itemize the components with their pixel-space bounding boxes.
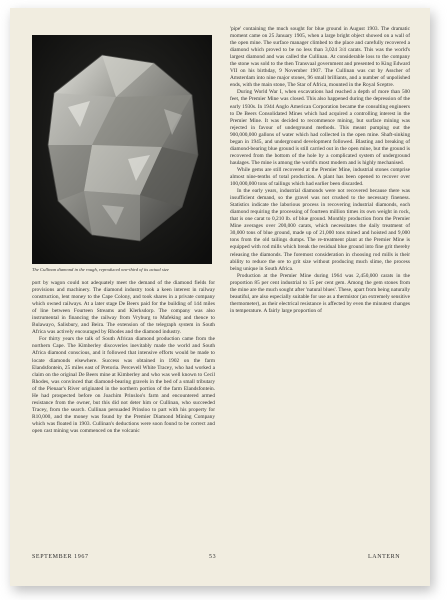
page-number: 53 <box>209 554 217 560</box>
paragraph: port by wagon could not adequately meet the demand of the diamond fields for provisions and machinery. The diamond industry took a keen interest in railway construction, lent money to the Cape Colony, and took shares in a private company which owned railways. At a later stage De Beers paid for the building of 144 miles of line between Fourteen Streams and Klerksdorp. The company was also instrumental in financing the railway from Vryburg to Mafeking and thence to Bulawayo, Salisbury, and Beira. The extension of the telegraph system in South Africa was actively encouraged by Rhodes and the diamond industry. <box>32 280 215 336</box>
paragraph: Production at the Premier Mine during 1964 was 2,450,000 carats in the proportion 85 per cent industrial to 15 per cent gem. Among the gem stones from the mine are the much sought after 'natural blues'. These, apart from being naturally beautiful, are also especially suitable for use as a thermistor (an extremely sensitive thermometer), as their electrical resistance is affected by even the minutest changes in temperature. A fairly large proportion of <box>230 272 410 314</box>
right-column <box>230 26 410 546</box>
magazine-page <box>10 8 430 586</box>
paragraph: 'pipe' containing the much sought for blue ground in August 1903. The dramatic moment came on 25 January 1905, when a large bright object showed on a wall of the open mine. The surface manager climbed to the place and carefully recovered a diamond which proved to be no less than 3,024 3/4 carats. This was the world's largest diamond and was called the Cullinan. At considerable loss to the company the stone was sold to the then Transvaal government and presented to King Edward VII on his birthday, 9 November 1907. The Cullinan was cut by Asscher of Amsterdam into nine major stones, 96 small brilliants, and a number of unpolished ends, with the main stone, The Star of Africa, mounted in the Royal Sceptre. <box>230 26 410 89</box>
paragraph: While gems are still recovered at the Premier Mine, industrial stones comprise almost nine-tenths of total production. A plant has been opened to recover over 100,000,000 tons of tailings which had earlier been discarded. <box>230 166 410 188</box>
paragraph: During World War I, when excavations had reached a depth of more than 500 feet, the Premier Mine was closed. This also happened during the depression of the early 1930s. In 1944 Anglo American Corporation became the consulting engineers to De Beers Consolidated Mines which had acquired a controlling interest in the Premier Mine. It was decided to recommence mining, but surface mining was rejected in favour of underground methods. This meant pumping out the 900,000,000 gallons of water which had collected in the open mine. Shaft-sinking began in 1945, and underground development followed. Blasting and breaking of diamond-bearing blue ground is still carried out in the open mine, but the ground is recovered from the bottom of the hole by a complicated system of underground haulages. The mine is among the world's most modern and is highly mechanised. <box>230 89 410 166</box>
photo-caption: The Cullinan diamond in the rough, reproduced one-third of its actual size <box>32 267 169 272</box>
magazine-name: LANTERN <box>368 554 401 560</box>
paragraph: For thirty years the talk of South African diamond production came from the northern Cape. The Kimberley discoveries inevitably made the world and South Africa diamond conscious, and it followed that intensive efforts would be made to locate diamonds elsewhere. Success was obtained in 1902 on the farm Elandsfontein, 25 miles east of Pretoria. Percevell White Tracey, who had worked a claim on the original De Beers mine at Kimberley and who was well known to Cecil Rhodes, was convinced that diamond-bearing gravels in the bed of a small tributary of the Pienaar's River originated in the northern portion of the farm Elandsfontein. He had prospected before on Joachim Prinsloo's farm and encountered armed resistance from the owner, but this did not deter him or Cullinan, who succeeded Tracey, from the search. Cullinan persuaded Prinsloo to part with his property for R10,000, and the money was found by the Premier Diamond Mining Company which was floated in 1903. Cullinan's deductions were soon found to be correct and open cast mining was commenced on the volcanic <box>32 336 215 434</box>
cullinan-diamond-photo <box>32 35 212 264</box>
paragraph: In the early years, industrial diamonds were not recovered because there was insufficient demand, so the gravel was not crushed to the necessary fineness. Statistics indicate the laborious process in recovering industrial diamonds, each diamond requiring the processing of fourteen million times its own weight in rock, that is one carat to 0,210 lb. of blue ground. Monthly production from the Premier Mine averages over 200,000 carats, which necessitates the daily treatment of 30,000 tons of blue ground, made up of 21,000 tons mined and hoisted and 9,000 tons from the old tailings dumps. The re-treatment plant at the Premier Mine is equipped with rod mills which break the residual blue ground into fine grit thereby releasing the diamonds. The foremost consideration in choosing rod mills is their ability to reduce the ore to grit size without producing much slime, the process being unique in South Africa. <box>230 188 410 272</box>
footer-date: SEPTEMBER 1967 <box>32 554 89 560</box>
diamond-illustration <box>32 35 212 264</box>
left-column <box>32 280 215 545</box>
